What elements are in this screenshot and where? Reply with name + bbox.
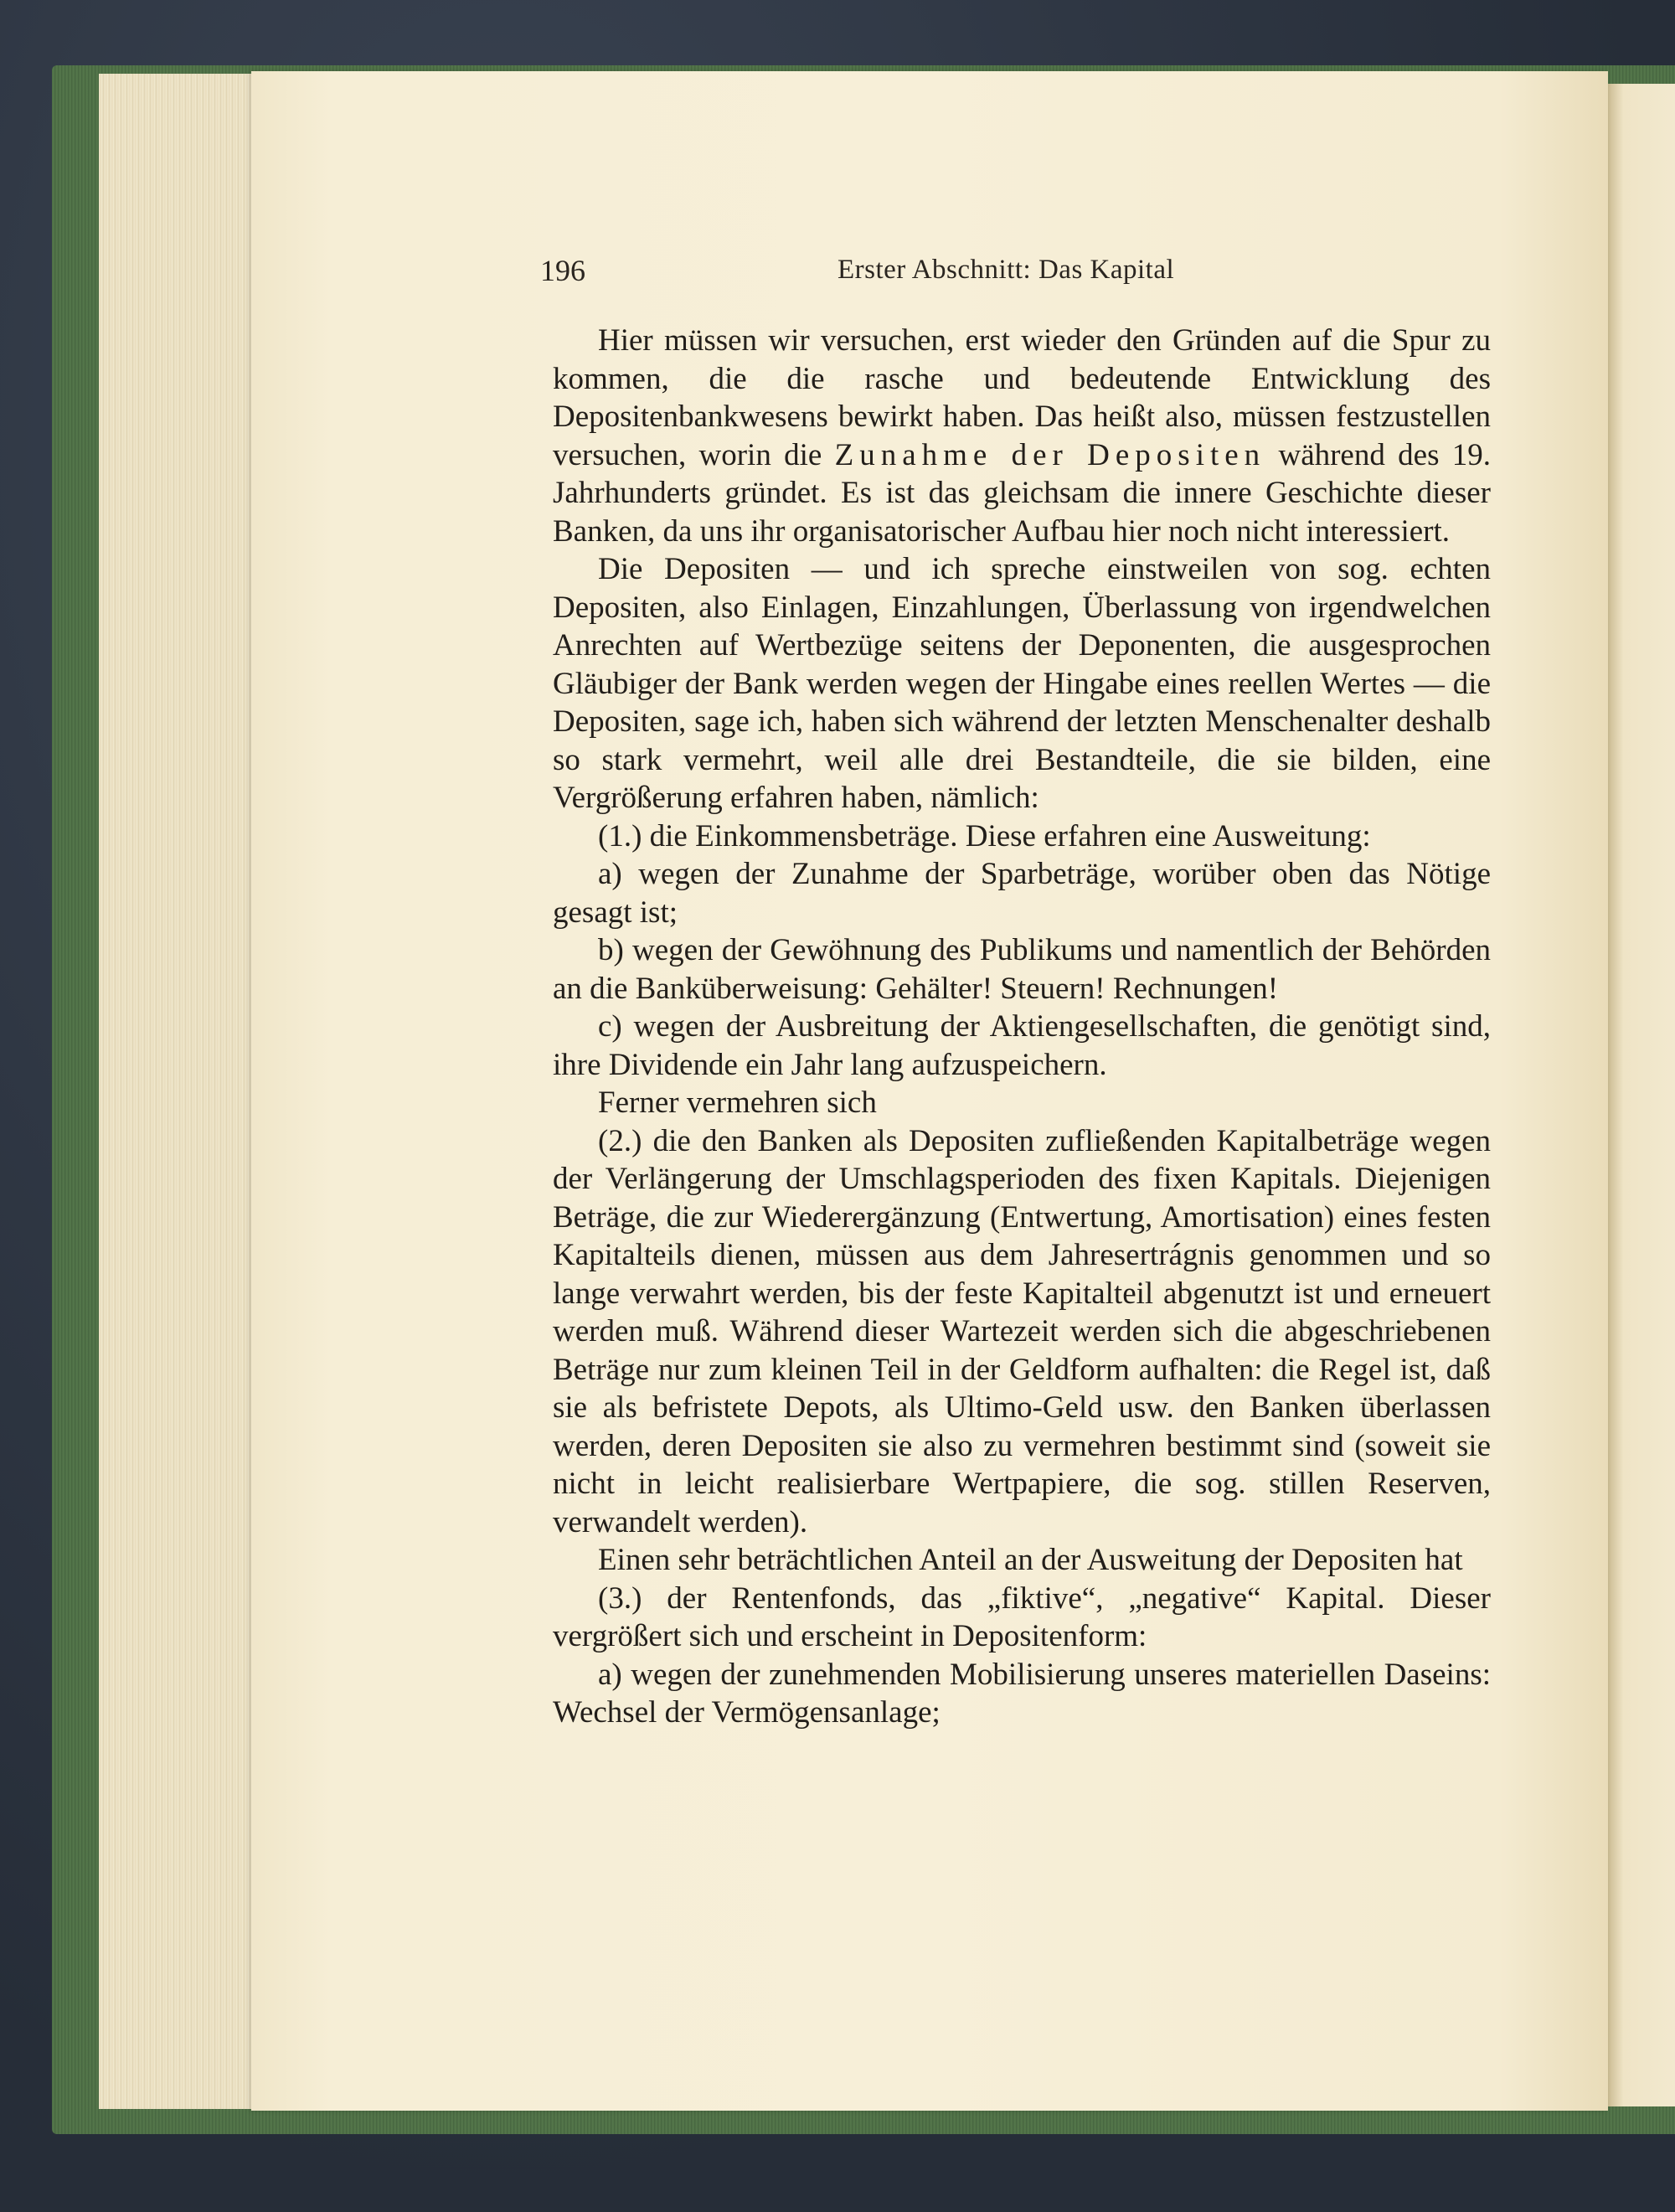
paragraph: (1.) die Einkommensbeträge. Diese erfahren eine Ausweitung: — [598, 818, 1371, 853]
paragraph: a) wegen der Zunahme der Sparbeträge, worüber oben das Nötige gesagt ist; — [553, 857, 1491, 930]
paragraph: Ferner vermehren sich — [598, 1085, 877, 1120]
running-title: Erster Abschnitt: Das Kapital — [838, 255, 1175, 285]
paragraph: Die Depositen — und ich spreche einstweilen von sog. echten Depositen, also Einlagen, Einzahlungen, Überlassung von irgendwelchen Anrechten auf Wertbezüge seitens der Deponenten, die ausgesprochen Gläubiger der Bank werden wegen der Hingabe eines reellen Wertes — die Depositen, sage ich, haben sich während der letzten Menschenalter deshalb so stark vermehrt, weil alle drei Bestandteile, die sie bilden, eine Vergrößerung erfahren haben, nämlich: — [553, 552, 1491, 815]
emphasized-text: Zunahme der Depositen — [834, 437, 1266, 472]
page-header — [540, 253, 1487, 295]
paragraph: a) wegen der zunehmenden Mobilisierung unseres materiellen Daseins: Wechsel der Vermögensanlage; — [553, 1657, 1491, 1730]
page-stack-edge — [99, 74, 267, 2109]
body-text — [553, 322, 1491, 1732]
paragraph: c) wegen der Ausbreitung der Aktiengesellschaften, die genötigt sind, ihre Dividende ein Jahr lang aufzuspeichern. — [553, 1009, 1491, 1082]
page-number: 196 — [540, 254, 585, 287]
paragraph: (2.) die den Banken als Depositen zufließenden Kapitalbeträge wegen der Verlängerung der Umschlagsperioden des fixen Kapitals. Diejenigen Beträge, die zur Wiederergänzung (Entwertung, Amortisation) eines festen Kapitalteils dienen, müssen aus dem Jahresertrágnis genommen und so lange verwahrt werden, bis der feste Kapitalteil abgenutzt ist und erneuert werden muß. Während dieser Wartezeit werden sich die abgeschriebenen Beträge nur zum kleinen Teil in der Geldform aufhalten: die Regel ist, daß sie als befristete Depots, als Ultimo-Geld usw. den Banken überlassen werden, deren Depositen sie also zu vermehren bestimmt sind (soweit sie nicht in leicht realisierbare Wertpapiere, die sog. stillen Reserven, verwandelt werden). — [553, 1123, 1491, 1539]
paragraph: b) wegen der Gewöhnung des Publikums und namentlich der Behörden an die Banküberweisung: Gehälter! Steuern! Rechnungen! — [553, 933, 1491, 1006]
paragraph-text: während des 19. Jahrhunderts gründet. Es ist das gleichsam die innere Geschichte dieser Banken, da uns ihr organisatorischer Aufbau hier noch nicht interessiert. — [553, 437, 1491, 549]
adjacent-page-edge — [1606, 84, 1675, 2106]
paragraph-text: Hier müssen wir versuchen, erst wieder den Gründen auf die Spur zu kommen, die die rasche und bedeutende Entwicklung des Depositenbankwesens bewirkt haben. Das heißt also, müssen festzustellen versuchen, worin die — [553, 323, 1491, 472]
paragraph — [553, 322, 1491, 550]
paragraph: (3.) der Rentenfonds, das „fiktive“, „negative“ Kapital. Dieser vergrößert sich und erscheint in Depositenform: — [553, 1580, 1491, 1653]
paragraph: Einen sehr beträchtlichen Anteil an der Ausweitung der Depositen hat — [598, 1543, 1463, 1577]
